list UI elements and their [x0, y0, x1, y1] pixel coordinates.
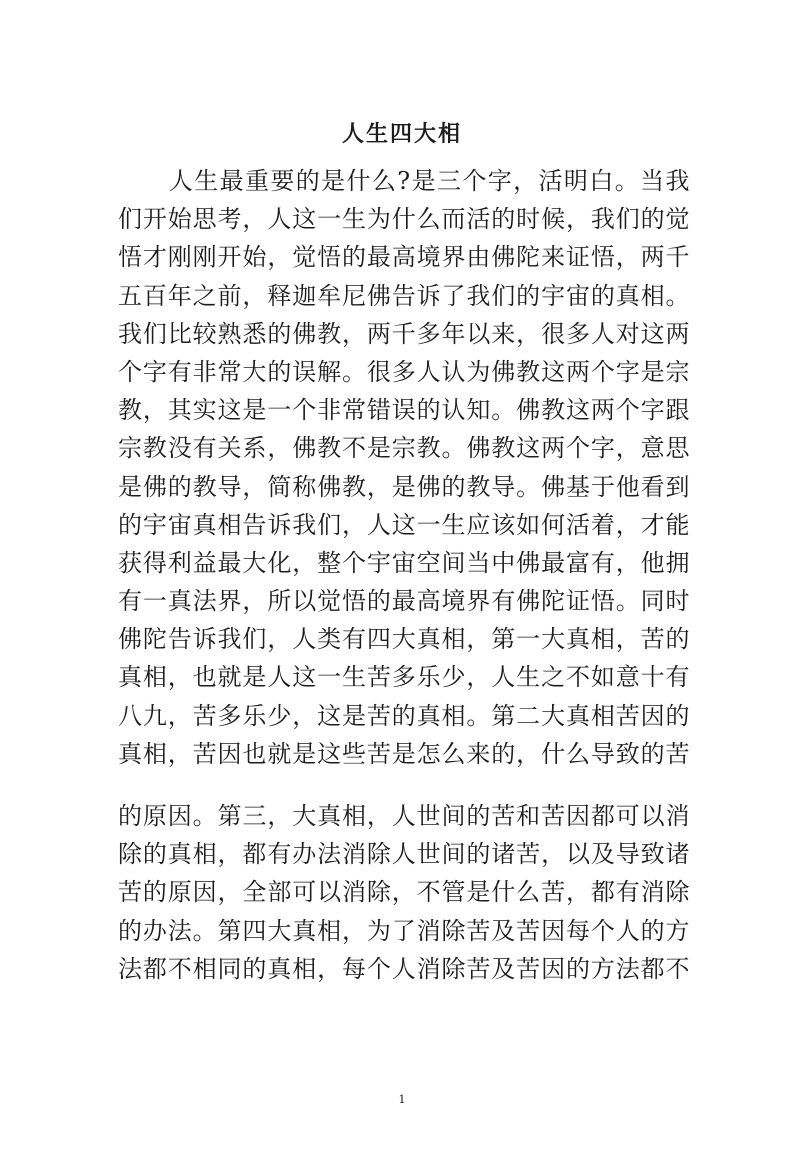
text-line: 个字有非常大的误解。很多人认为佛教这两个字是宗: [118, 357, 690, 386]
text-line: 我们比较熟悉的佛教，两千多年以来，很多人对这两: [118, 319, 690, 348]
text-line: 的办法。第四大真相，为了消除苦及苦因每个人的方: [118, 916, 690, 945]
page-number: 1: [398, 1093, 406, 1106]
text-line: 八九，苦多乐少，这是苦的真相。第二大真相苦因的: [118, 701, 690, 730]
text-line: 真相，苦因也就是这些苦是怎么来的，什么导致的苦: [118, 739, 690, 768]
text-line: 的宇宙真相告诉我们，人这一生应该如何活着，才能: [118, 510, 690, 539]
text-line: 是佛的教导，简称佛教，是佛的教导。佛基于他看到: [118, 472, 690, 501]
text-line: 苦的原因，全部可以消除，不管是什么苦，都有消除: [118, 878, 690, 907]
body-paragraph: [118, 162, 690, 988]
text-line: 宗教没有关系，佛教不是宗教。佛教这两个字，意思: [118, 434, 690, 463]
text-line: 五百年之前，释迦牟尼佛告诉了我们的宇宙的真相。: [118, 281, 690, 310]
text-line: 除的真相，都有办法消除人世间的诸苦，以及导致诸: [118, 840, 690, 869]
text-line: 教，其实这是一个非常错误的认知。佛教这两个字跟: [118, 396, 690, 425]
text-line: 人生最重要的是什么?是三个字，活明白。当我: [118, 167, 690, 195]
text-line: 们开始思考，人这一生为什么而活的时候，我们的觉: [118, 205, 690, 234]
text-line: 真相，也就是人这一生苦多乐少，人生之不如意十有: [118, 663, 690, 692]
text-line: 法都不相同的真相，每个人消除苦及苦因的方法都不: [118, 954, 690, 983]
text-line: 的原因。第三，大真相，人世间的苦和苦因都可以消: [118, 802, 690, 830]
text-line: 有一真法界，所以觉悟的最高境界有佛陀证悟。同时: [118, 587, 690, 616]
document-title: 人生四大相: [341, 121, 462, 147]
text-line: 佛陀告诉我们，人类有四大真相，第一大真相，苦的: [118, 625, 690, 654]
text-line: 悟才刚刚开始，觉悟的最高境界由佛陀来证悟，两千: [118, 243, 690, 272]
text-line: 获得利益最大化，整个宇宙空间当中佛最富有，他拥: [118, 548, 690, 577]
